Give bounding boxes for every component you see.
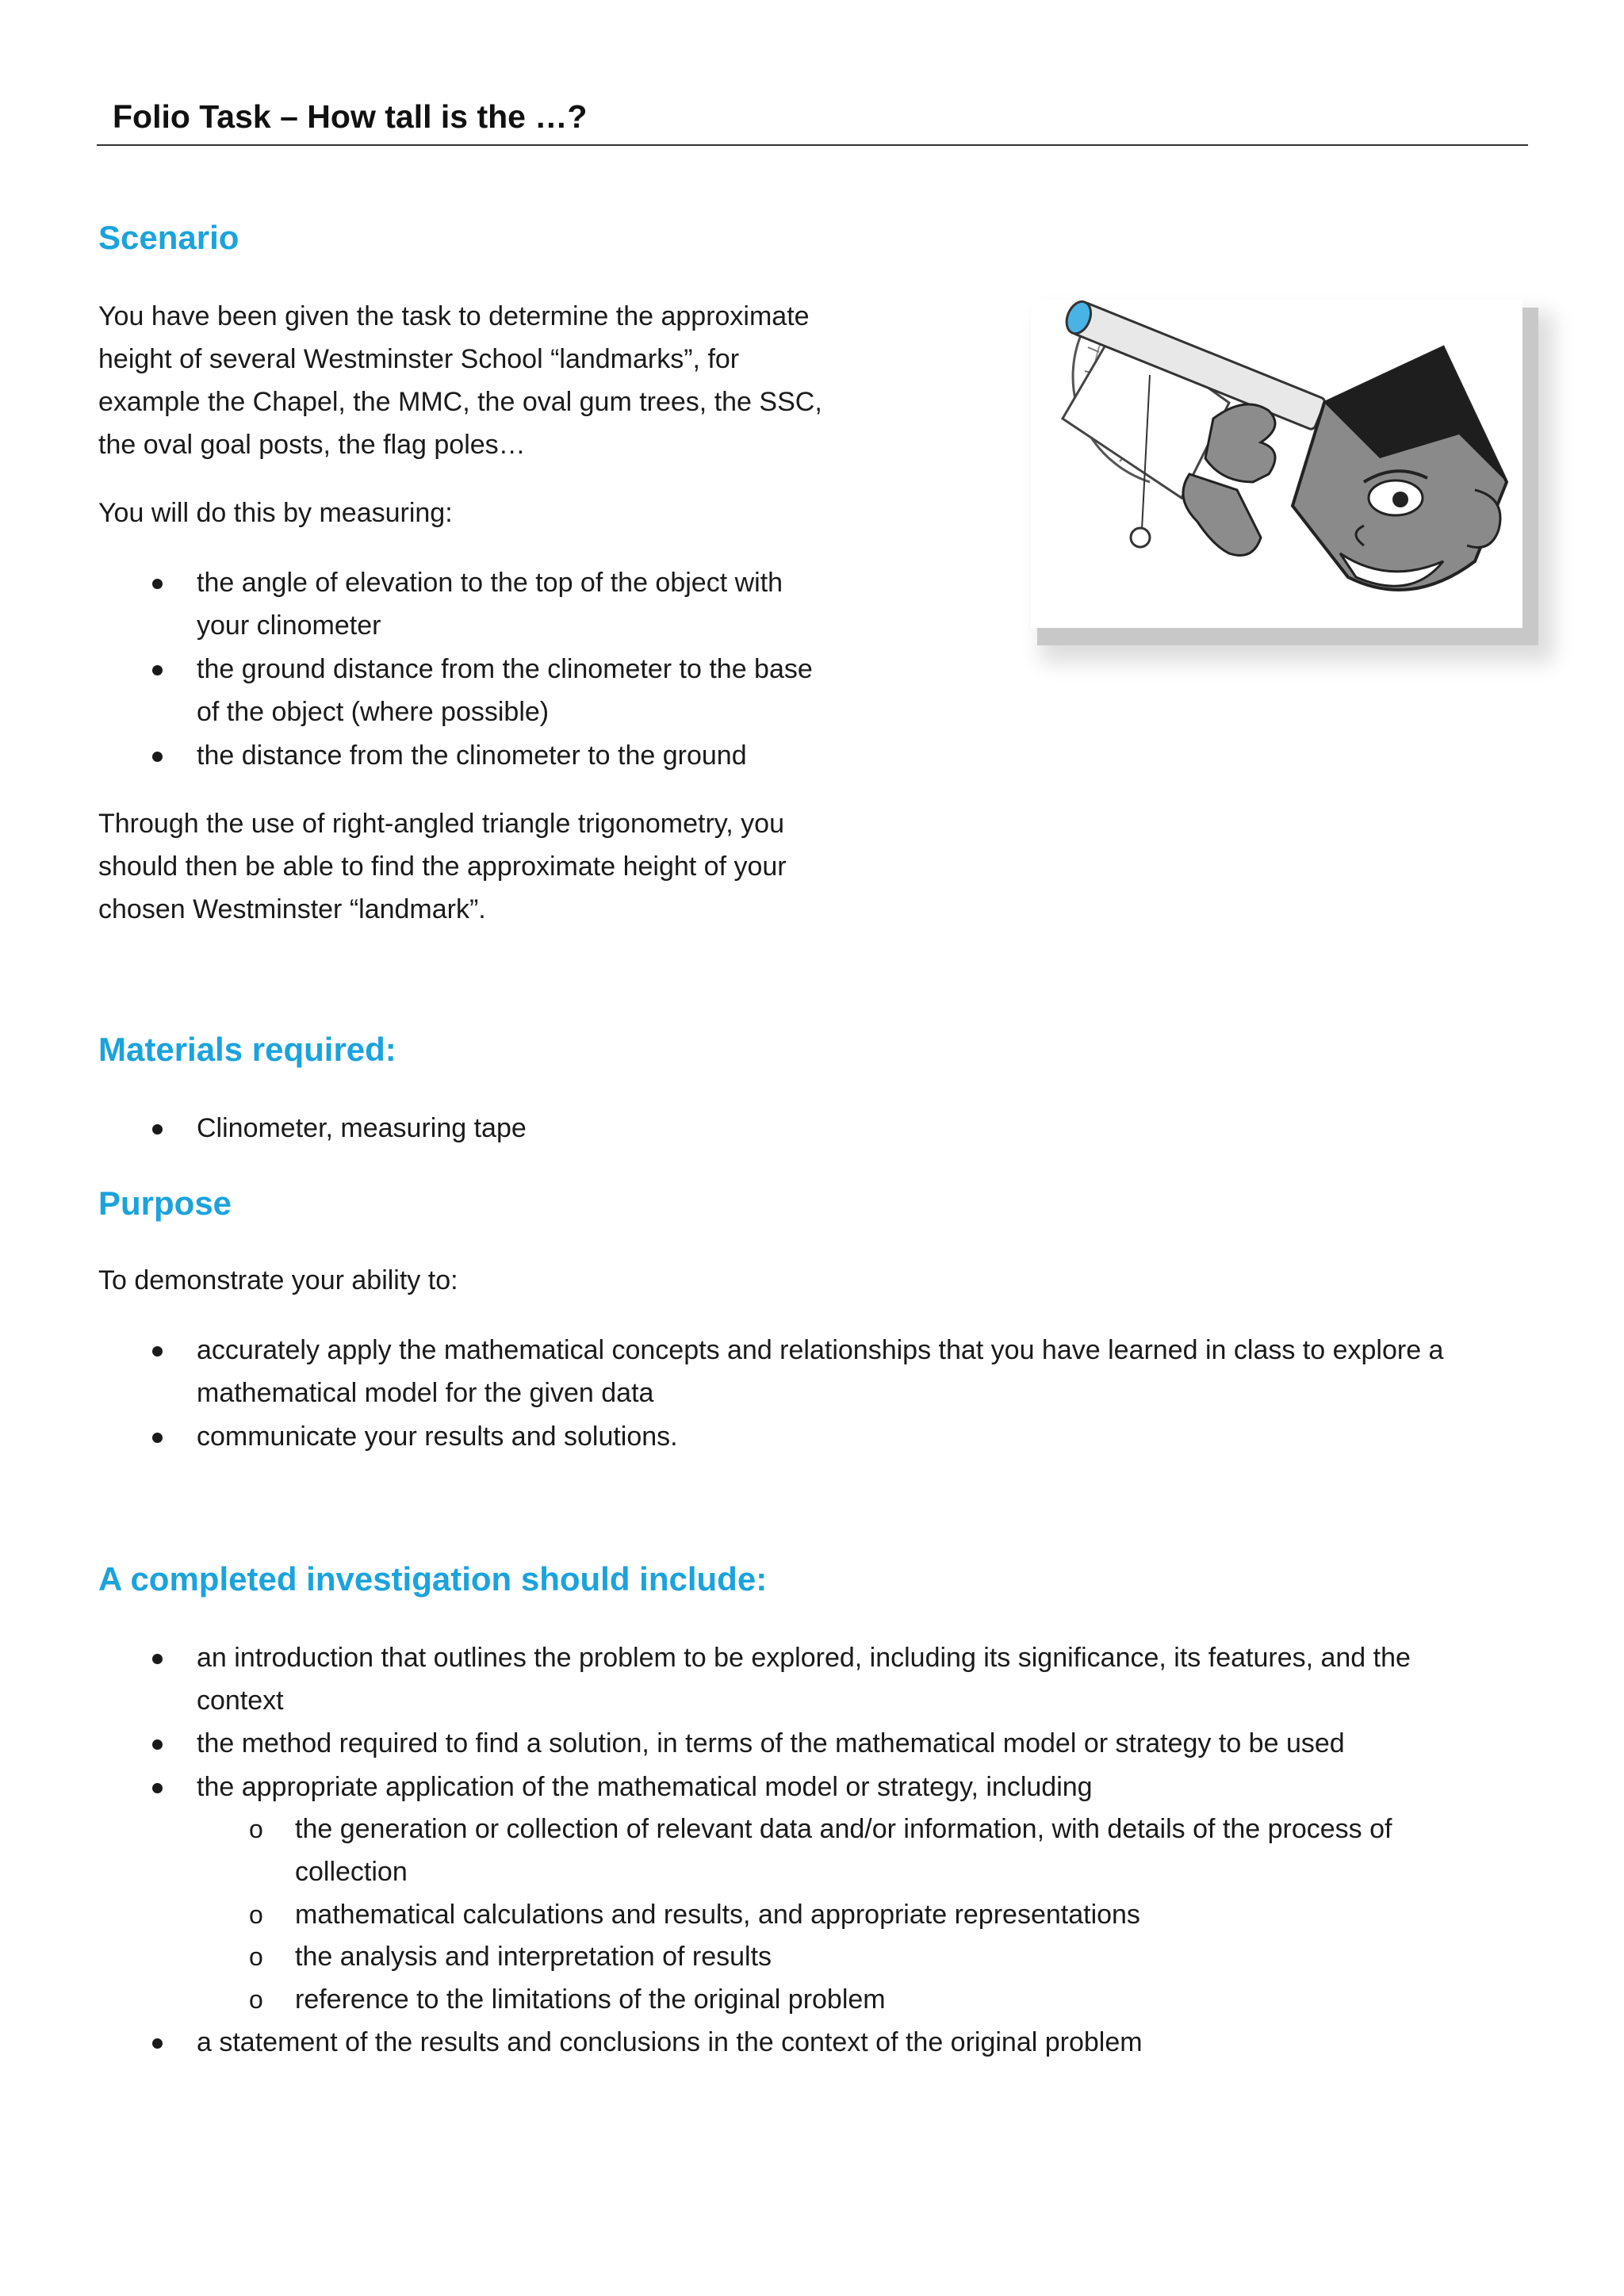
header-divider — [97, 144, 1528, 146]
investigation-bullet-4 — [197, 2021, 1143, 2064]
bullet-line: o the generation or collection of relevant data and/or information, with details of the process of — [295, 1814, 1392, 1844]
bullet-line: of the object (where possible) — [197, 697, 550, 727]
bullet-line: your clinometer — [197, 610, 381, 641]
bullet-line: o the analysis and interpretation of results — [295, 1942, 772, 1972]
bullet-line: the distance from the clinometer to the ground — [197, 740, 747, 771]
page-title: Folio Task – How tall is the …? — [113, 98, 588, 135]
scenario-bullet-1 — [197, 561, 783, 647]
scenario-bullet-2 — [197, 648, 813, 733]
bullet-line: a statement of the results and conclusions in the context of the original problem — [197, 2027, 1143, 2057]
bullet-line: context — [197, 1686, 284, 1716]
investigation-bullet-2 — [197, 1722, 1345, 1765]
bullet-line: o reference to the limitations of the original problem — [295, 1984, 886, 2015]
scenario-intro-line-3: example the Chapel, the MMC, the oval gum trees, the SSC, — [98, 387, 822, 417]
bullet-line: an introduction that outlines the problem to be explored, including its significance, its features, and the — [197, 1643, 1411, 1673]
investigation-sub-bullet-4 — [295, 1978, 886, 2021]
scenario-heading: Scenario — [98, 219, 239, 256]
scenario-bullet-3 — [197, 734, 747, 777]
scenario-conclusion-line-1: Through the use of right-angled triangle trigonometry, you — [98, 809, 784, 839]
scenario-intro-line-1: You have been given the task to determine the approximate — [98, 301, 810, 331]
bullet-line: Clinometer, measuring tape — [197, 1113, 527, 1143]
purpose-heading: Purpose — [98, 1184, 232, 1222]
scenario-measure-intro: You will do this by measuring: — [98, 498, 453, 528]
purpose-intro: To demonstrate your ability to: — [98, 1265, 458, 1295]
materials-item — [197, 1107, 527, 1150]
purpose-bullet-2 — [197, 1415, 678, 1458]
scenario-intro-line-2: height of several Westminster School “landmarks”, for — [98, 344, 740, 374]
bullet-line: o mathematical calculations and results, and appropriate representations — [295, 1900, 1140, 1930]
bullet-line: collection — [295, 1857, 408, 1887]
bullet-line: the method required to find a solution, in terms of the mathematical model or strategy to be used — [197, 1728, 1345, 1758]
purpose-bullet-1 — [197, 1329, 1443, 1414]
clinometer-illustration — [1031, 300, 1522, 628]
bullet-line: the angle of elevation to the top of the object with — [197, 568, 783, 598]
bullet-line: mathematical model for the given data — [197, 1378, 654, 1408]
bullet-line: the ground distance from the clinometer to the base — [197, 654, 813, 684]
investigation-bullet-1 — [197, 1636, 1411, 1722]
investigation-heading: A completed investigation should include: — [98, 1560, 768, 1598]
clinometer-cartoon-icon — [1031, 300, 1522, 628]
scenario-conclusion-line-2: should then be able to find the approximate height of your — [98, 851, 787, 882]
scenario-conclusion-line-3: chosen Westminster “landmark”. — [98, 894, 486, 924]
bullet-line: the appropriate application of the mathematical model or strategy, including — [197, 1772, 1093, 1802]
bullet-line: accurately apply the mathematical concepts and relationships that you have learned in class to explore a — [197, 1335, 1444, 1365]
investigation-sub-bullet-2 — [295, 1893, 1140, 1936]
investigation-bullet-3 — [197, 1766, 1093, 1808]
investigation-sub-bullet-3 — [295, 1935, 772, 1978]
investigation-sub-bullet-1 — [295, 1808, 1392, 1893]
scenario-intro-line-4: the oval goal posts, the flag poles… — [98, 430, 526, 460]
bullet-line: communicate your results and solutions. — [197, 1422, 678, 1452]
materials-heading: Materials required: — [98, 1031, 396, 1068]
